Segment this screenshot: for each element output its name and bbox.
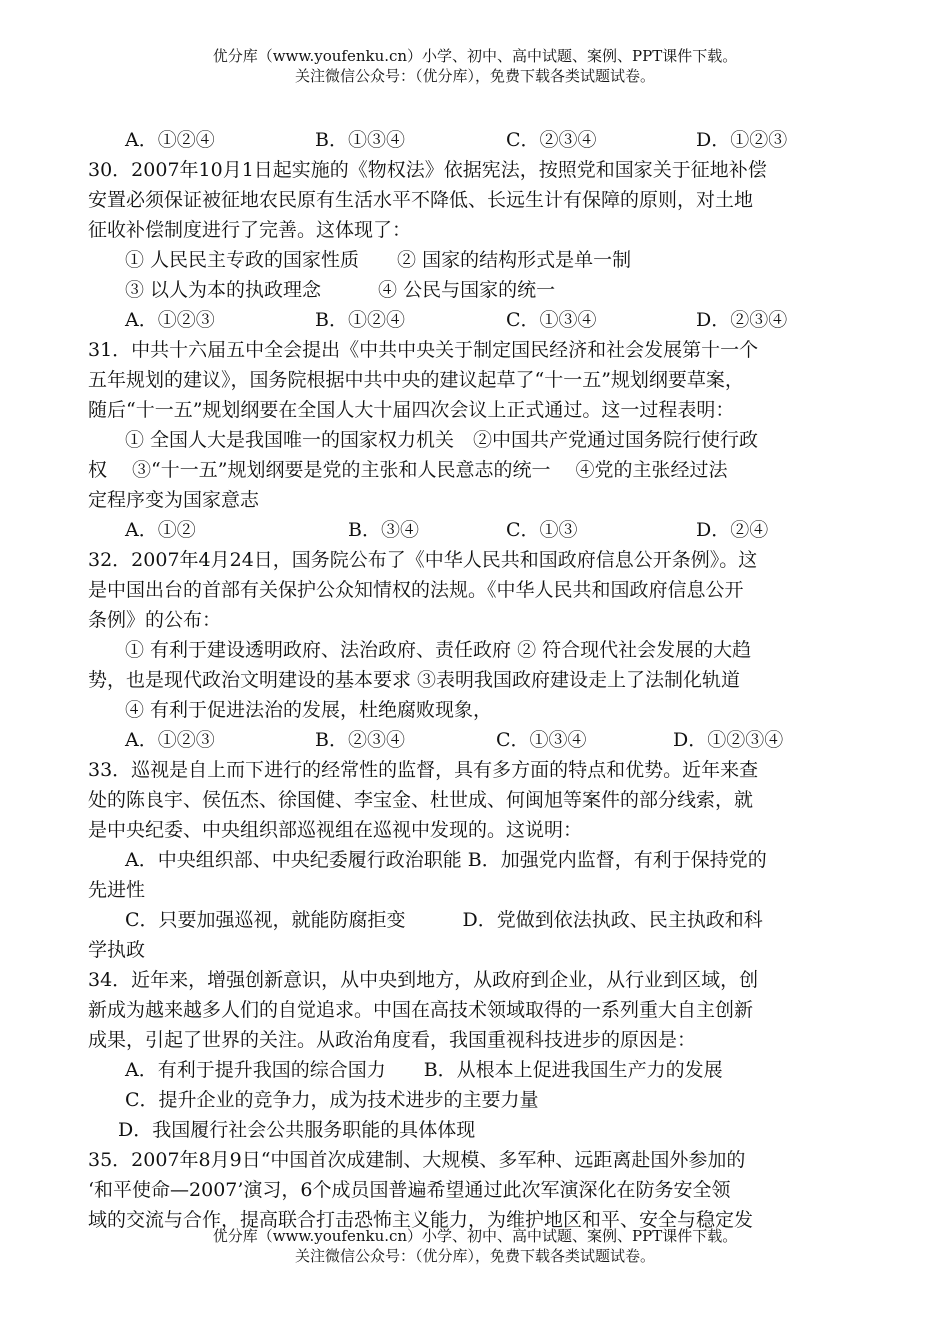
- header-line-1: 优分库（www.youfenku.cn）小学、初中、高中试题、案例、PPT课件下载。: [212, 47, 738, 65]
- q32-stem-1: 32．2007年4月24日，国务院公布了《中华人民共和国政府信息公开条例》。这: [88, 549, 758, 571]
- q32-option-d: D．①②③④: [673, 729, 784, 751]
- q33-stem-3: 是中央纪委、中央组织部巡视组在巡视中发现的。这说明：: [88, 819, 583, 841]
- q30-options: [88, 305, 868, 335]
- q30-stem-1: 30．2007年10月1日起实施的《物权法》依据宪法，按照党和国家关于征地补偿: [88, 159, 767, 181]
- q32-item-2: 势，也是现代政治文明建设的基本要求 ③表明我国政府建设走上了法制化轨道: [88, 669, 741, 691]
- header-line-2: 关注微信公众号：（优分库），免费下载各类试题试卷。: [294, 67, 655, 85]
- q29-options: [88, 125, 868, 155]
- question-33: [88, 755, 868, 965]
- question-31: [88, 335, 868, 545]
- question-32: [88, 545, 868, 755]
- q33-option-line-3: C．只要加强巡视，就能防腐拒变 D．党做到依法执政、民主执政和科: [125, 909, 763, 931]
- q32-option-b: B．②③④: [315, 729, 405, 751]
- q35-stem-2: ‘和平使命—2007’演习，6个成员国普遍希望通过此次军演深化在防务安全领: [88, 1179, 731, 1201]
- q32-options: [88, 725, 868, 755]
- q31-item-1: ① 全国人大是我国唯一的国家权力机关 ②中国共产党通过国务院行使行政: [125, 429, 759, 451]
- q31-stem-3: 随后“十一五”规划纲要在全国人大十届四次会议上正式通过。这一过程表明：: [88, 399, 735, 421]
- q33-stem-1: 33．巡视是自上而下进行的经常性的监督，具有多方面的特点和优势。近年来查: [88, 759, 759, 781]
- q30-stem-3: 征收补偿制度进行了完善。这体现了：: [88, 219, 412, 241]
- page-header: [0, 46, 950, 86]
- q29-option-c: C．②③④: [506, 129, 597, 151]
- q30-option-c: C．①③④: [506, 309, 597, 331]
- document-body: [88, 125, 868, 1235]
- q34-option-line-1: A．有利于提升我国的综合国力 B．从根本上促进我国生产力的发展: [125, 1059, 723, 1081]
- q29-option-b: B．①③④: [315, 129, 405, 151]
- q29-option-a: A．①②④: [125, 129, 215, 151]
- q30-option-a: A．①②③: [125, 309, 215, 331]
- q31-option-b: B．③④: [348, 519, 419, 541]
- q29-option-d: D．①②③: [696, 129, 788, 151]
- q32-option-a: A．①②③: [125, 729, 215, 751]
- q34-option-line-3: D．我国履行社会公共服务职能的具体体现: [118, 1119, 476, 1141]
- q32-stem-2: 是中国出台的首部有关保护公众知情权的法规。《中华人民共和国政府信息公开: [88, 579, 744, 601]
- question-34: [88, 965, 868, 1145]
- q31-option-a: A．①②: [125, 519, 196, 541]
- q33-option-line-2: 先进性: [88, 879, 146, 901]
- q34-stem-2: 新成为越来越多人们的自觉追求。中国在高技术领域取得的一系列重大自主创新: [88, 999, 754, 1021]
- q35-stem-1: 35．2007年8月9日“中国首次成建制、大规模、多军种、远距离赴国外参加的: [88, 1149, 746, 1171]
- q31-option-c: C．①③: [506, 519, 578, 541]
- footer-line-2: 关注微信公众号：（优分库），免费下载各类试题试卷。: [294, 1247, 655, 1265]
- q34-stem-1: 34．近年来，增强创新意识，从中央到地方，从政府到企业，从行业到区域，创: [88, 969, 759, 991]
- q31-option-d: D．②④: [696, 519, 769, 541]
- q31-stem-1: 31．中共十六届五中全会提出《中共中央关于制定国民经济和社会发展第十一个: [88, 339, 759, 361]
- q30-option-b: B．①②④: [315, 309, 405, 331]
- question-35: [88, 1145, 868, 1235]
- q32-option-c: C．①③④: [496, 729, 587, 751]
- q33-option-line-1: A．中央组织部、中央纪委履行政治职能 B．加强党内监督，有利于保持党的: [125, 849, 767, 871]
- q30-option-d: D．②③④: [696, 309, 788, 331]
- question-30: [88, 155, 868, 335]
- q32-stem-3: 条例》的公布：: [88, 609, 222, 631]
- q34-option-line-2: C．提升企业的竞争力，成为技术进步的主要力量: [125, 1089, 539, 1111]
- q32-item-3: ④ 有利于促进法治的发展，杜绝腐败现象，: [125, 699, 493, 721]
- page-footer: [0, 1226, 950, 1266]
- q30-stem-2: 安置必须保证被征地农民原有生活水平不降低、长远生计有保障的原则，对土地: [88, 189, 754, 211]
- q31-item-2: 权 ③“十一五”规划纲要是党的主张和人民意志的统一 ④党的主张经过法: [88, 459, 728, 481]
- q33-stem-2: 处的陈良宇、侯伍杰、徐国健、李宝金、杜世成、何闽旭等案件的部分线索，就: [88, 789, 754, 811]
- q30-item-2: ③ 以人为本的执政理念 ④ 公民与国家的统一: [125, 279, 556, 301]
- q31-options: [88, 515, 868, 545]
- q32-item-1: ① 有利于建设透明政府、法治政府、责任政府 ② 符合现代社会发展的大趋: [125, 639, 752, 661]
- q35-stem-3: 域的交流与合作，提高联合打击恐怖主义能力，为维护地区和平、安全与稳定发: [88, 1209, 754, 1231]
- q31-item-3: 定程序变为国家意志: [88, 489, 260, 511]
- q34-stem-3: 成果，引起了世界的关注。从政治角度看，我国重视科技进步的原因是：: [88, 1029, 697, 1051]
- footer-line-1: 优分库（www.youfenku.cn）小学、初中、高中试题、案例、PPT课件下载。: [212, 1227, 738, 1245]
- q33-option-line-4: 学执政: [88, 939, 146, 961]
- q31-stem-2: 五年规划的建议》，国务院根据中共中央的建议起草了“十一五”规划纲要草案，: [88, 369, 744, 391]
- q30-item-1: ① 人民民主专政的国家性质 ② 国家的结构形式是单一制: [125, 249, 632, 271]
